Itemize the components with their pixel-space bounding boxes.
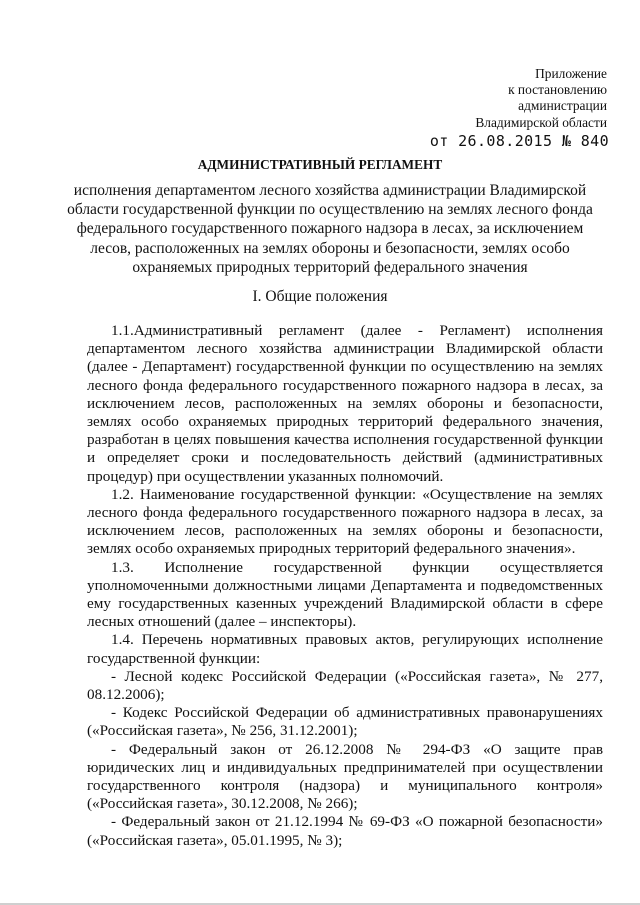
document-purpose: исполнения департаментом лесного хозяйства администрации Владимирской области государственной функции по осуществлению на землях лесного фонда федерального государственного пожарного надзора в лесах, за исключением лесов, расположенных на землях обороны и безопасности, землях особо охраняемых природных территорий федерального значения <box>67 182 593 276</box>
document-body <box>87 322 603 850</box>
date-number-stamp: от 26.08.2015 № 840 <box>429 132 609 150</box>
paragraph-1-2: 1.2. Наименование государственной функции: «Осуществление на землях лесного фонда федерального государственного пожарного надзора в лесах, за исключением лесов, расположенных на землях обороны и безопасности, землях особо охраняемых природных территорий федерального значения». <box>87 485 603 558</box>
list-item-forest-code: - Лесной кодекс Российской Федерации («Российская газета», № 277, 08.12.2006); <box>87 667 603 704</box>
list-item-law-69: - Федеральный закон от 21.12.1994 № 69-ФЗ «О пожарной безопасности» («Российская газета», 05.01.1995, № 3); <box>87 813 603 849</box>
section-heading: I. Общие положения <box>252 288 388 305</box>
appendix-block <box>475 66 607 131</box>
paragraph-1-3: 1.3. Исполнение государственной функции осуществляется уполномоченными должностными лицами Департамента и подведомственных ему государственных казенных учреждений Владимирской области в сфере лесных отношений (далее – инспекторы). <box>87 558 603 631</box>
paragraph-1-1: 1.1.Административный регламент (далее - Регламент) исполнения департаментом лесного хозяйства администрации Владимирской области (далее - Департамент) государственной функции по осуществлению на землях лесного фонда федерального государственного пожарного надзора в лесах, за исключением лесов, расположенных на землях обороны и безопасности, землях особо охраняемых природных территорий федерального значения, разработан в целях повышения качества исполнения государственной функции и определяет сроки и последовательность действий (административных процедур) при осуществлении указанных полномочий. <box>87 322 603 485</box>
appendix-line: к постановлению <box>508 82 607 98</box>
list-item-admin-code: - Кодекс Российской Федерации об административных правонарушениях («Российская газета», № 256, 31.12.2001); <box>87 704 603 740</box>
appendix-line: администрации <box>518 98 607 114</box>
document-title: АДМИНИСТРАТИВНЫЙ РЕГЛАМЕНТ <box>197 157 443 172</box>
appendix-line: Приложение <box>535 66 607 81</box>
list-item-law-294: - Федеральный закон от 26.12.2008 № 294-ФЗ «О защите прав юридических лиц и индивидуальных предпринимателей при осуществлении государственного контроля (надзора) и муниципального контроля» («Российская газета», 30.12.2008, № 266); <box>87 740 603 813</box>
paragraph-1-4: 1.4. Перечень нормативных правовых актов, регулирующих исполнение государственной функции: <box>87 631 603 667</box>
appendix-line: Владимирской области <box>475 114 607 130</box>
